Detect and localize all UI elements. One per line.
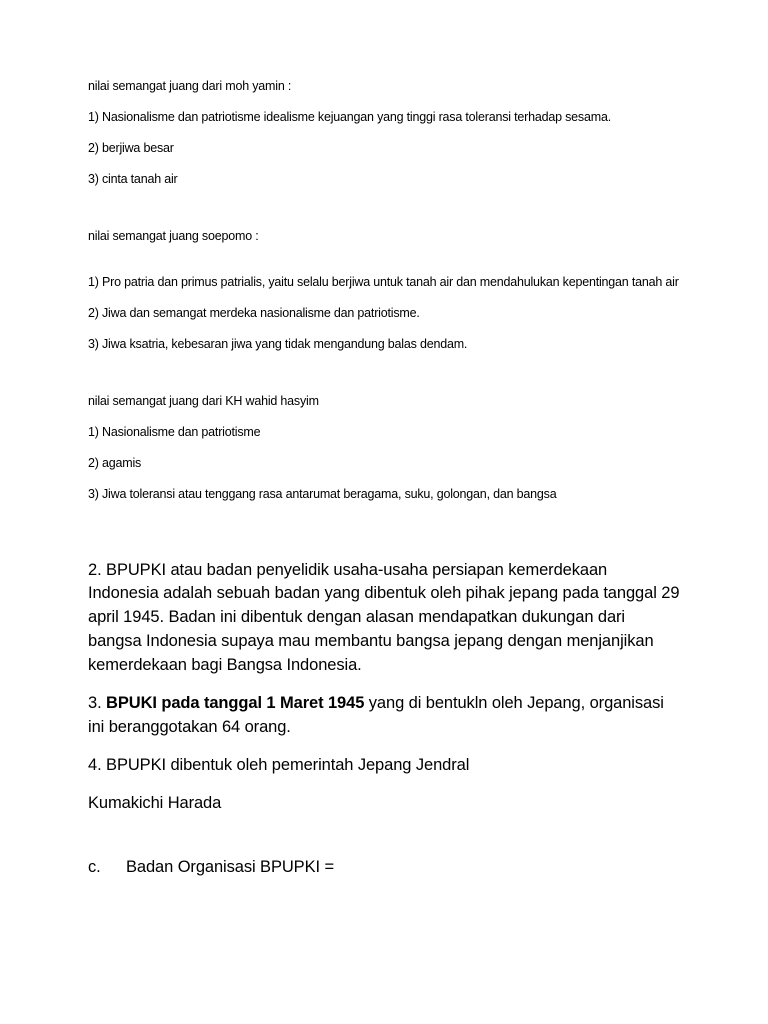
spacer <box>88 543 682 559</box>
spacer <box>88 202 682 228</box>
numbered-paragraphs <box>88 559 682 880</box>
list-item: 1) Nasionalisme dan patriotisme <box>88 424 261 439</box>
list-item: 2) Jiwa dan semangat merdeka nasionalisme dan patriotisme. <box>88 306 420 321</box>
item-3-bold: BPUKI pada tanggal 1 Maret 1945 <box>106 694 365 713</box>
list-item: 2) berjiwa besar <box>88 140 174 155</box>
section-heading: nilai semangat juang dari KH wahid hasyim <box>88 394 319 408</box>
list-item: 3) Jiwa ksatria, kebesaran jiwa yang tidak mengandung balas dendam. <box>88 337 468 352</box>
section-kh-wahid-hasyim <box>88 393 682 503</box>
footer-item-text: Badan Organisasi BPUPKI = <box>126 857 334 876</box>
section-heading: nilai semangat juang dari moh yamin : <box>88 79 292 93</box>
list-item: 2) agamis <box>88 455 142 470</box>
list-item: 3) Jiwa toleransi atau tenggang rasa antarumat beragama, suku, golongan, dan bangsa <box>88 486 557 501</box>
spacer <box>88 830 682 856</box>
spacer <box>88 367 682 393</box>
item-3-suffix: yang di bentukln oleh Jepang, organisasi ini beranggotakan 64 orang. <box>88 694 664 737</box>
list-item: 3) cinta tanah air <box>88 171 178 186</box>
paragraph-item-4: 4. BPUPKI dibentuk oleh pemerintah Jepang Jendral <box>88 755 470 774</box>
footer-item <box>88 856 682 880</box>
paragraph-item-4-name: Kumakichi Harada <box>88 793 222 812</box>
paragraph-item-3 <box>88 692 682 740</box>
item-3-prefix: 3. <box>88 694 107 713</box>
section-heading: nilai semangat juang soepomo : <box>88 228 259 243</box>
section-soepomo <box>88 228 682 354</box>
list-item: 1) Nasionalisme dan patriotisme idealisme kejuangan yang tinggi rasa toleransi terhadap sesama. <box>88 109 611 124</box>
spacer <box>88 517 682 543</box>
section-moh-yamin <box>88 78 682 188</box>
footer-item-label: c. <box>88 857 101 876</box>
paragraph-item-2: 2. BPUPKI atau badan penyelidik usaha-usaha persiapan kemerdekaan Indonesia adalah sebuah badan yang dibentuk oleh pihak jepang pada tanggal 29 april 1945. Badan ini dibentuk dengan alasan mendapatkan dukungan dari bangsa Indonesia supaya mau membantu bangsa jepang dengan menjanjikan kemerdekaan bagi Bangsa Indonesia. <box>88 560 680 675</box>
spacer <box>88 258 682 274</box>
list-item: 1) Pro patria dan primus patrialis, yaitu selalu berjiwa untuk tanah air dan mendahulukan kepentingan tanah air <box>88 275 679 290</box>
